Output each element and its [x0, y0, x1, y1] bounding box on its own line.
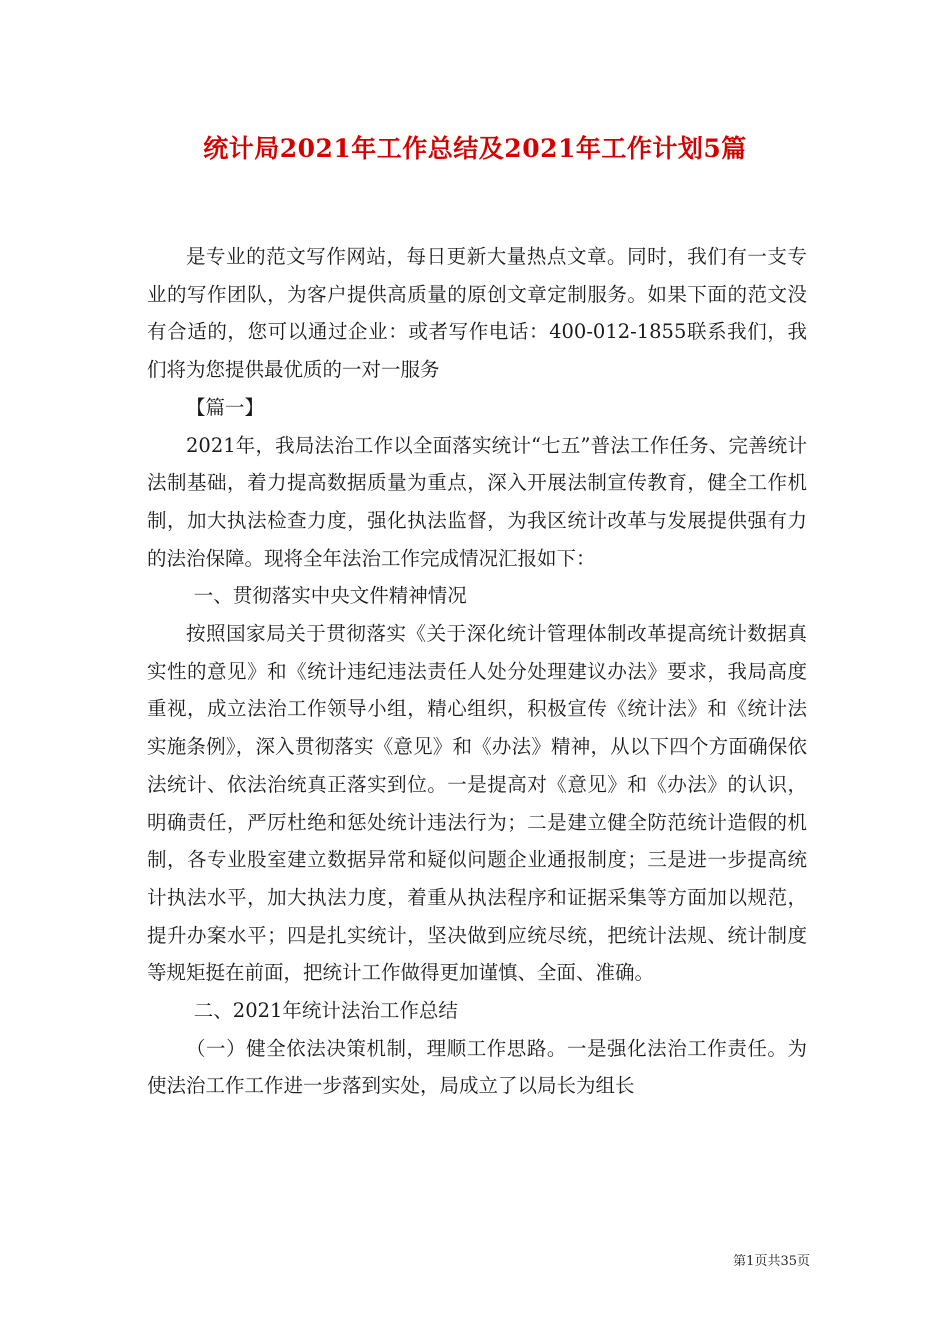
summary-paragraph: 2021年，我局法治工作以全面落实统计“七五”普法工作任务、完善统计法制基础，着力提高数据质量为重点，深入开展法制宣传教育，健全工作机制，加大执法检查力度，强化执法监督，为我区统计改革与发展提供强有力的法治保障。现将全年法治工作完成情况汇报如下：	[147, 433, 807, 570]
page-number-footer: 第1页共35页	[733, 1254, 810, 1269]
body-paragraph-2: （一）健全依法决策机制，理顺工作思路。一是强化法治工作责任。为使法治工作工作进一步落到实处，局成立了以局长为组长	[147, 1036, 807, 1098]
section-heading-2: 二、2021年统计法治工作总结	[193, 999, 458, 1023]
section-marker: 【篇一】	[186, 395, 265, 419]
document-body	[147, 238, 807, 1105]
document-title: 统计局2021年工作总结及2021年工作计划5篇	[203, 134, 747, 163]
intro-paragraph: 是专业的范文写作网站，每日更新大量热点文章。同时，我们有一支专业的写作团队，为客户提供高质量的原创文章定制服务。如果下面的范文没有合适的，您可以通过企业：或者写作电话：400-012-1855联系我们，我们将为您提供最优质的一对一服务	[147, 245, 807, 382]
body-paragraph-1: 按照国家局关于贯彻落实《关于深化统计管理体制改革提高统计数据真实性的意见》和《统计违纪违法责任人处分处理建议办法》要求，我局高度重视，成立法治工作领导小组，精心组织，积极宣传《统计法》和《统计法实施条例》，深入贯彻落实《意见》和《办法》精神，从以下四个方面确保依法统计、依法治统真正落实到位。一是提高对《意见》和《办法》的认识，明确责任，严厉杜绝和惩处统计违法行为；二是建立健全防范统计造假的机制，各专业股室建立数据异常和疑似问题企业通报制度；三是进一步提高统计执法水平，加大执法力度，着重从执法程序和证据采集等方面加以规范，提升办案水平；四是扎实统计，坚决做到应统尽统，把统计法规、统计制度等规矩挺在前面，把统计工作做得更加谨慎、全面、准确。	[147, 622, 807, 985]
section-heading-1: 一、贯彻落实中央文件精神情况	[193, 584, 467, 608]
